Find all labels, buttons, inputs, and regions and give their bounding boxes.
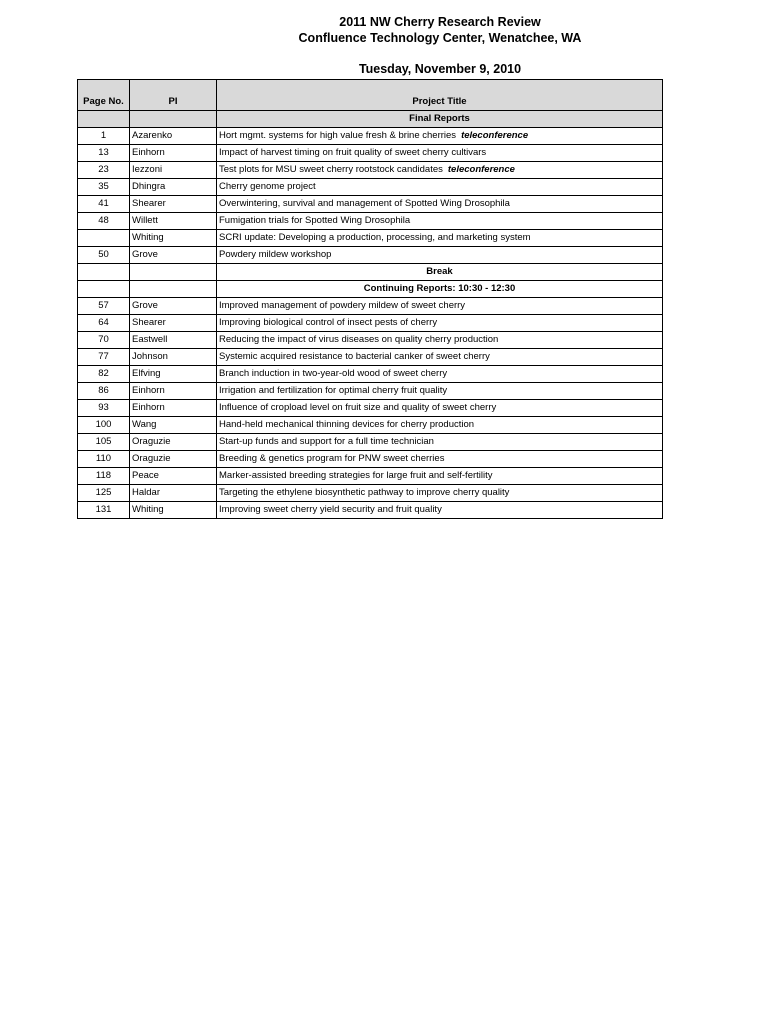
- project-title: [217, 145, 663, 162]
- project-title-text: Influence of cropload level on fruit size and quality of sweet cherry: [219, 402, 497, 413]
- project-title-text: Irrigation and fertilization for optimal cherry fruit quality: [219, 385, 448, 396]
- break-row: [78, 264, 663, 281]
- table-row: [78, 298, 663, 315]
- table-row: [78, 417, 663, 434]
- project-title-text: Test plots for MSU sweet cherry rootstock candidates: [219, 164, 443, 175]
- document-header: [218, 14, 662, 77]
- event-date: Tuesday, November 9, 2010: [358, 62, 522, 76]
- pi-name: Iezzoni: [130, 162, 217, 179]
- table-row: [78, 451, 663, 468]
- project-title-text: Fumigation trials for Spotted Wing Drosophila: [219, 215, 411, 226]
- project-title-text: SCRI update: Developing a production, processing, and marketing system: [219, 232, 531, 243]
- page-number: 118: [78, 468, 130, 485]
- project-title-text: Marker-assisted breeding strategies for large fruit and self-fertility: [219, 470, 493, 481]
- pi-name: Oraguzie: [130, 451, 217, 468]
- pi-name: Whiting: [130, 230, 217, 247]
- pi-name: Einhorn: [130, 145, 217, 162]
- project-title: [217, 468, 663, 485]
- teleconference-tag: teleconference: [447, 164, 515, 175]
- pi-name: Grove: [130, 298, 217, 315]
- page-number: 110: [78, 451, 130, 468]
- teleconference-tag: teleconference: [461, 130, 529, 141]
- page-number: 50: [78, 247, 130, 264]
- page-number: 41: [78, 196, 130, 213]
- pi-name: Whiting: [130, 502, 217, 519]
- project-title: [217, 162, 663, 179]
- table-row: [78, 502, 663, 519]
- section-spacer: [78, 111, 130, 128]
- page-number: 77: [78, 349, 130, 366]
- project-title-text: Cherry genome project: [219, 181, 316, 192]
- table-row: [78, 179, 663, 196]
- pi-name: Johnson: [130, 349, 217, 366]
- project-title: [217, 485, 663, 502]
- project-title: [217, 128, 663, 145]
- table-row: [78, 485, 663, 502]
- project-title: [217, 298, 663, 315]
- pi-name: Willett: [130, 213, 217, 230]
- page-number: 131: [78, 502, 130, 519]
- table-row: [78, 383, 663, 400]
- page-number: 13: [78, 145, 130, 162]
- table-row: [78, 196, 663, 213]
- table-row: [78, 145, 663, 162]
- table-row: [78, 213, 663, 230]
- table-row: [78, 349, 663, 366]
- table-row: [78, 332, 663, 349]
- pi-name: Haldar: [130, 485, 217, 502]
- project-title: [217, 366, 663, 383]
- page-number: 105: [78, 434, 130, 451]
- continuing-reports-row: [78, 281, 663, 298]
- section-spacer: [130, 264, 217, 281]
- table-header-row: [78, 80, 663, 111]
- project-title: [217, 349, 663, 366]
- page-number: 48: [78, 213, 130, 230]
- project-title: [217, 502, 663, 519]
- page-no-header: Page No.: [78, 80, 130, 111]
- pi-name: Shearer: [130, 315, 217, 332]
- pi-name: Eastwell: [130, 332, 217, 349]
- table-row: [78, 230, 663, 247]
- project-title-text: Branch induction in two-year-old wood of sweet cherry: [219, 368, 448, 379]
- project-title-text: Impact of harvest timing on fruit quality of sweet cherry cultivars: [219, 147, 487, 158]
- project-title: [217, 383, 663, 400]
- pi-name: Grove: [130, 247, 217, 264]
- table-row: [78, 434, 663, 451]
- project-title-text: Overwintering, survival and management of Spotted Wing Drosophila: [219, 198, 510, 209]
- page-number: 70: [78, 332, 130, 349]
- page-number: 23: [78, 162, 130, 179]
- project-title-header: Project Title: [217, 80, 663, 111]
- project-title-text: Targeting the ethylene biosynthetic pathway to improve cherry quality: [219, 487, 510, 498]
- project-title: [217, 196, 663, 213]
- page-number: 125: [78, 485, 130, 502]
- table-row: [78, 468, 663, 485]
- page-number: 93: [78, 400, 130, 417]
- page-number: 82: [78, 366, 130, 383]
- event-title: 2011 NW Cherry Research Review: [339, 15, 541, 29]
- project-title: [217, 247, 663, 264]
- page-number: 64: [78, 315, 130, 332]
- table-row: [78, 315, 663, 332]
- project-title-text: Hort mgmt. systems for high value fresh & brine cherries: [219, 130, 457, 141]
- project-title: [217, 230, 663, 247]
- project-title: [217, 417, 663, 434]
- table-row: [78, 247, 663, 264]
- project-title: [217, 315, 663, 332]
- page-number: 100: [78, 417, 130, 434]
- project-title-text: Reducing the impact of virus diseases on quality cherry production: [219, 334, 499, 345]
- project-title: [217, 213, 663, 230]
- section-spacer: [130, 281, 217, 298]
- pi-name: Einhorn: [130, 383, 217, 400]
- pi-name: Azarenko: [130, 128, 217, 145]
- project-title: [217, 332, 663, 349]
- pi-name: Einhorn: [130, 400, 217, 417]
- agenda-table: [77, 79, 663, 519]
- section-spacer: [78, 281, 130, 298]
- table-row: [78, 128, 663, 145]
- pi-name: Oraguzie: [130, 434, 217, 451]
- project-title-text: Powdery mildew workshop: [219, 249, 332, 260]
- page-number: [78, 230, 130, 247]
- pi-name: Peace: [130, 468, 217, 485]
- project-title: [217, 451, 663, 468]
- page-number: 35: [78, 179, 130, 196]
- event-location: Confluence Technology Center, Wenatchee, WA: [298, 31, 582, 45]
- project-title-text: Improving sweet cherry yield security and fruit quality: [219, 504, 442, 515]
- section-spacer: [78, 264, 130, 281]
- pi-name: Wang: [130, 417, 217, 434]
- page-number: 86: [78, 383, 130, 400]
- project-title: [217, 434, 663, 451]
- section-spacer: [130, 111, 217, 128]
- project-title: [217, 400, 663, 417]
- pi-header: PI: [130, 80, 217, 111]
- project-title-text: Systemic acquired resistance to bacterial canker of sweet cherry: [219, 351, 490, 362]
- continuing-reports-label: Continuing Reports: 10:30 - 12:30: [217, 281, 663, 298]
- table-row: [78, 162, 663, 179]
- project-title-text: Improving biological control of insect pests of cherry: [219, 317, 438, 328]
- final-reports-row: [78, 111, 663, 128]
- project-title-text: Hand-held mechanical thinning devices for cherry production: [219, 419, 475, 430]
- project-title-text: Improved management of powdery mildew of sweet cherry: [219, 300, 466, 311]
- pi-name: Shearer: [130, 196, 217, 213]
- page-number: 57: [78, 298, 130, 315]
- page-number: 1: [78, 128, 130, 145]
- table-row: [78, 400, 663, 417]
- pi-name: Dhingra: [130, 179, 217, 196]
- pi-name: Elfving: [130, 366, 217, 383]
- final-reports-label: Final Reports: [217, 111, 663, 128]
- table-row: [78, 366, 663, 383]
- project-title-text: Start-up funds and support for a full time technician: [219, 436, 434, 447]
- project-title: [217, 179, 663, 196]
- break-label: Break: [217, 264, 663, 281]
- project-title-text: Breeding & genetics program for PNW sweet cherries: [219, 453, 445, 464]
